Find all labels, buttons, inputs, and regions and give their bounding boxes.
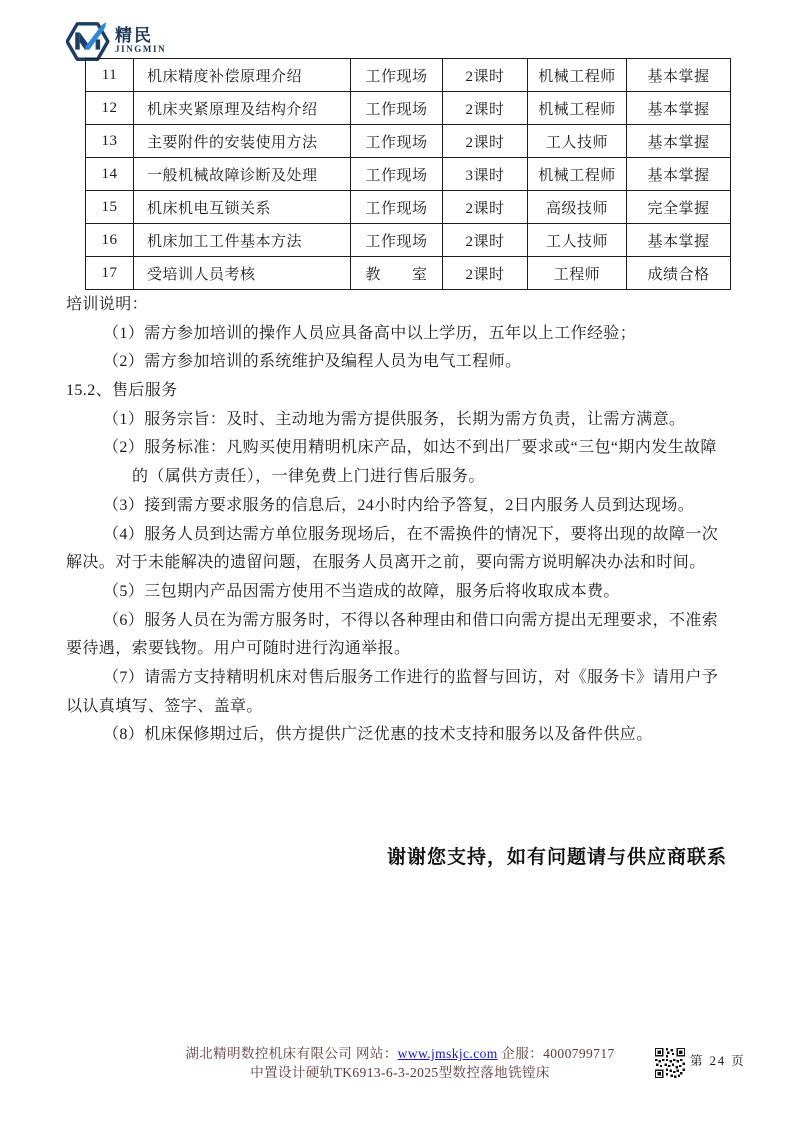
footer-service-label: 企服： (501, 1046, 544, 1061)
instructor: 工人技师 (528, 224, 627, 257)
text-line: （8）机床保修期过后，供方提供广泛优惠的技术支持和服务以及备件供应。 (103, 726, 653, 744)
hours: 2课时 (443, 92, 528, 125)
location: 工作现场 (351, 191, 443, 224)
course-name: 受培训人员考核 (134, 257, 351, 290)
hours: 2课时 (443, 224, 528, 257)
location: 工作现场 (351, 92, 443, 125)
hours: 3课时 (443, 158, 528, 191)
text-line: 15.2、售后服务 (66, 382, 178, 400)
text-line: （1）需方参加培训的操作人员应具备高中以上学历，五年以上工作经验； (103, 324, 637, 342)
course-name: 主要附件的安装使用方法 (134, 125, 351, 158)
row-no: 13 (86, 125, 134, 158)
text-line: （2）需方参加培训的系统维护及编程人员为电气工程师。 (103, 353, 522, 371)
footer-company: 湖北精明数控机床有限公司 (185, 1046, 353, 1061)
table-row (86, 224, 731, 257)
location: 工作现场 (351, 158, 443, 191)
footer-product-line: 中置设计硬轨TK6913-6-3-2025型数控落地铣镗床 (250, 1065, 550, 1080)
footer-website-link[interactable]: www.jmskjc.com (397, 1046, 498, 1061)
service-terms-text (66, 291, 744, 750)
mastery-level: 基本掌握 (627, 125, 731, 158)
hours: 2课时 (443, 191, 528, 224)
location: 教 室 (351, 257, 443, 290)
qr-code (655, 1048, 685, 1078)
instructor: 高级技师 (528, 191, 627, 224)
course-name: 机床机电互锁关系 (134, 191, 351, 224)
mastery-level: 基本掌握 (627, 92, 731, 125)
mastery-level: 成绩合格 (627, 257, 731, 290)
mastery-level: 基本掌握 (627, 59, 731, 92)
text-line: （6）服务人员在为需方服务时，不得以各种理由和借口向需方提出无理要求，不准索 (103, 611, 719, 629)
row-no: 17 (86, 257, 134, 290)
course-name: 一般机械故障诊断及处理 (134, 158, 351, 191)
text-line: 以认真填写、签字、盖章。 (66, 697, 263, 715)
text-line: 解决。对于未能解决的遗留问题，在服务人员离开之前，要向需方说明解决办法和时间。 (66, 554, 706, 572)
instructor: 机械工程师 (528, 59, 627, 92)
text-line: （4）服务人员到达需方单位服务现场后，在不需换件的情况下，要将出现的故障一次 (103, 525, 719, 543)
hours: 2课时 (443, 257, 528, 290)
hours: 2课时 (443, 125, 528, 158)
instructor: 机械工程师 (528, 92, 627, 125)
training-schedule-table (85, 58, 731, 290)
text-line: 的（属供方责任），一律免费上门进行售后服务。 (132, 468, 485, 486)
table-row (86, 59, 731, 92)
thanks-message: 谢谢您支持，如有问题请与供应商联系 (387, 847, 728, 868)
text-line: （3）接到需方要求服务的信息后，24小时内给予答复，2日内服务人员到达现场。 (103, 496, 695, 514)
table-row (86, 125, 731, 158)
row-no: 11 (86, 59, 134, 92)
mastery-level: 基本掌握 (627, 158, 731, 191)
location: 工作现场 (351, 224, 443, 257)
row-no: 14 (86, 158, 134, 191)
footer-service-phone: 4000799717 (543, 1046, 615, 1061)
instructor: 工人技师 (528, 125, 627, 158)
brand-name-en: JINGMIN (115, 44, 167, 54)
row-no: 16 (86, 224, 134, 257)
mastery-level: 完全掌握 (627, 191, 731, 224)
row-no: 12 (86, 92, 134, 125)
mastery-level: 基本掌握 (627, 224, 731, 257)
course-name: 机床精度补偿原理介绍 (134, 59, 351, 92)
course-name: 机床加工工件基本方法 (134, 224, 351, 257)
text-line: 要待遇，索要钱物。用户可随时进行沟通举报。 (66, 640, 411, 658)
instructor: 机械工程师 (528, 158, 627, 191)
text-line: 培训说明： (66, 296, 149, 313)
course-name: 机床夹紧原理及结构介绍 (134, 92, 351, 125)
brand-name-cn: 精民 (115, 26, 153, 45)
table-row (86, 92, 731, 125)
text-line: （1）服务宗旨：及时、主动地为需方提供服务，长期为需方负责，让需方满意。 (103, 410, 686, 428)
text-line: （7）请需方支持精明机床对售后服务工作进行的监督与回访，对《服务卡》请用户予 (103, 668, 719, 686)
text-line: （5）三包期内产品因需方使用不当造成的故障，服务后将收取成本费。 (103, 582, 620, 600)
table-row (86, 191, 731, 224)
table-row (86, 257, 731, 290)
text-line: （2）服务标准：凡购买使用精明机床产品，如达不到出厂要求或“三包“期内发生故障 (103, 439, 717, 457)
row-no: 15 (86, 191, 134, 224)
instructor: 工程师 (528, 257, 627, 290)
location: 工作现场 (351, 125, 443, 158)
hours: 2课时 (443, 59, 528, 92)
page-number: 第 24 页 (690, 1054, 746, 1068)
location: 工作现场 (351, 59, 443, 92)
footer-website-label: 网站： (355, 1046, 398, 1061)
table-row (86, 158, 731, 191)
